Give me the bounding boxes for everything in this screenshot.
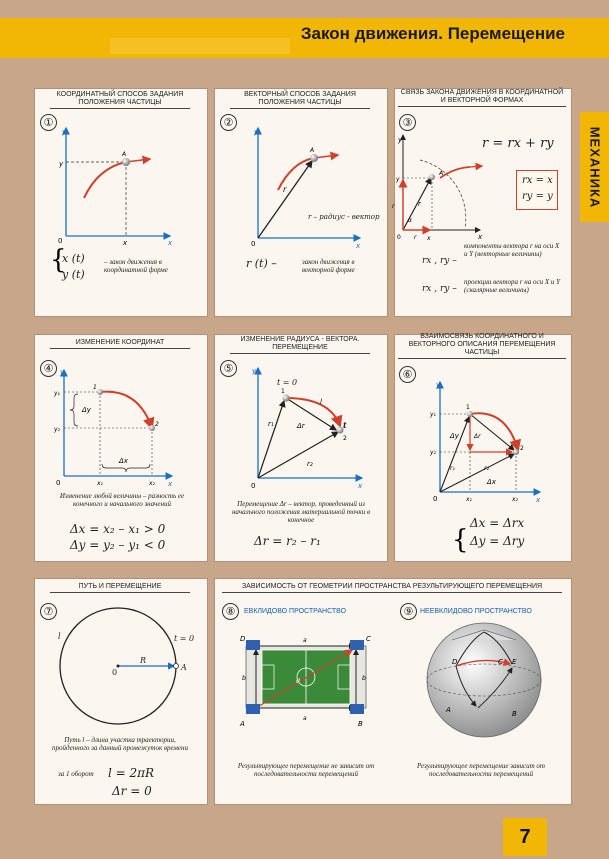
svg-text:a: a (303, 715, 307, 722)
svg-text:A: A (446, 706, 451, 714)
svg-text:0: 0 (56, 479, 61, 487)
panel-2-eq: r (t) – (246, 257, 277, 270)
svg-text:C: C (366, 635, 371, 643)
svg-text:0: 0 (397, 234, 401, 241)
svg-text:2: 2 (343, 435, 347, 442)
panel-5-t: t (343, 420, 347, 430)
svg-text:y: y (252, 367, 257, 375)
panel-7-turn: за 1 оборот (58, 770, 94, 778)
panel-3-diagram (392, 135, 483, 242)
svg-text:D: D (240, 635, 246, 643)
svg-text:r₂: r₂ (307, 460, 313, 468)
svg-text:d: d (296, 678, 300, 685)
svg-text:x: x (168, 480, 173, 488)
svg-text:A: A (310, 147, 315, 154)
panel-2-radius-label: r – радиус - вектор (308, 213, 380, 221)
panel-8-caption: Результирующее перемещение не зависит от последовательности перемещений (237, 762, 375, 778)
svg-text:r: r (392, 203, 395, 210)
panel-3-projections-text: проекции вектора r на оси X и Y (скалярные величины) (464, 278, 560, 294)
svg-text:y: y (62, 128, 67, 136)
panel-7-eq-2: Δr = 0 (112, 784, 152, 798)
panel-7-o: 0 (112, 668, 118, 677)
svg-text:y: y (59, 160, 64, 168)
panel-3-header: СВЯЗЬ ЗАКОНА ДВИЖЕНИЯ В КООРДИНАТНОЙ И ВЕКТОРНОЙ ФОРМАХ (398, 89, 566, 107)
svg-text:x: x (427, 235, 431, 242)
svg-text:y: y (436, 381, 441, 389)
panel-5-header: ИЗМЕНЕНИЕ РАДИУСА - ВЕКТОРА. ПЕРЕМЕЩЕНИЕ (230, 336, 370, 354)
svg-text:b: b (362, 675, 366, 682)
panel-4-eq-2: Δy = y₂ – y₁ < 0 (70, 538, 166, 552)
panel-4-number: ④ (40, 360, 57, 377)
panel-5-number: ⑤ (220, 360, 237, 377)
panel-8-label: ЕВКЛИДОВО ПРОСТРАНСТВО (244, 608, 347, 615)
panel-1-header: КООРДИНАТНЫЙ СПОСОБ ЗАДАНИЯ ПОЛОЖЕНИЯ ЧАСТИЦЫ (50, 91, 190, 109)
svg-text:r: r (283, 185, 287, 194)
svg-text:x₁: x₁ (466, 496, 472, 503)
panel-3-number: ③ (399, 114, 416, 131)
panel-6-eq-2: Δy = Δry (470, 534, 525, 548)
svg-text:x: x (123, 239, 128, 247)
svg-text:A: A (122, 151, 127, 158)
svg-text:x: x (356, 242, 361, 250)
svg-text:D: D (452, 658, 458, 666)
panel-1-eq-x: x (t) (62, 252, 85, 265)
svg-text:A: A (439, 170, 444, 177)
svg-text:C: C (498, 658, 503, 666)
panel-9-label: НЕЕВКЛИДОВО ПРОСТРАНСТВО (420, 608, 532, 615)
svg-text:1: 1 (466, 404, 470, 411)
panel-4-diagram (53, 368, 173, 488)
svg-text:0: 0 (58, 237, 63, 245)
panel-7-t0: t = 0 (174, 634, 195, 643)
svg-text:x: x (478, 233, 483, 241)
panel-8-9-header: ЗАВИСИМОСТЬ ОТ ГЕОМЕТРИИ ПРОСТРАНСТВА РЕЗУЛЬТИРУЮЩЕГО ПЕРЕМЕЩЕНИЯ (222, 583, 562, 593)
panel-2-number: ② (220, 114, 237, 131)
svg-text:y₂: y₂ (54, 426, 60, 433)
svg-text:r₁: r₁ (450, 465, 455, 472)
panel-7-caption: Путь l – длина участка траектории, пройденного за данный промежуток времени (52, 736, 188, 752)
panel-7-number: ⑦ (40, 603, 57, 620)
page-title: Закон движения. Перемещение (300, 24, 565, 43)
svg-text:1: 1 (93, 384, 97, 391)
svg-text:2: 2 (155, 421, 159, 428)
svg-text:x: x (536, 496, 541, 504)
svg-text:x₁: x₁ (97, 480, 103, 487)
panel-2-diagram (251, 128, 361, 250)
panel-7-header: ПУТЬ И ПЕРЕМЕЩЕНИЕ (50, 583, 190, 593)
svg-text:B: B (358, 720, 363, 728)
panel-7-eq-1: l = 2πR (108, 766, 155, 780)
panel-3-box-2: ry = y (522, 191, 553, 202)
panel-3-projections-label: rx , ry – (422, 284, 457, 294)
panel-1-number: ① (40, 114, 57, 131)
svg-text:B: B (512, 710, 517, 718)
svg-text:Δy: Δy (450, 432, 459, 440)
svg-text:y: y (398, 136, 403, 144)
svg-text:r₂: r₂ (484, 465, 489, 472)
svg-text:2: 2 (520, 445, 524, 452)
svg-text:Δx: Δx (487, 478, 496, 486)
svg-text:{: { (452, 525, 469, 555)
svg-text:x: x (168, 239, 173, 247)
svg-text:l: l (320, 398, 322, 406)
svg-text:Δx: Δx (119, 457, 128, 465)
panel-7-a: A (181, 663, 187, 672)
svg-text:x: x (358, 482, 363, 490)
svg-text:y: y (254, 128, 259, 136)
page-number: 7 (503, 818, 547, 856)
panel-6-eq-1: Δx = Δrx (470, 516, 525, 530)
svg-text:Δr: Δr (297, 422, 305, 430)
panel-4-eq-1: Δx = x₂ – x₁ > 0 (70, 522, 166, 536)
panel-5-eq: Δr = r₂ – r₁ (254, 534, 321, 548)
panel-2-header: ВЕКТОРНЫЙ СПОСОБ ЗАДАНИЯ ПОЛОЖЕНИЯ ЧАСТИЦЫ (230, 91, 370, 109)
svg-text:α: α (408, 217, 412, 224)
svg-text:E: E (512, 658, 517, 666)
panel-3-eq: r = rx + ry (482, 136, 554, 151)
panel-7-diagram (60, 608, 179, 724)
panel-8-number: ⑧ (222, 603, 239, 620)
svg-text:r: r (418, 200, 421, 208)
svg-text:a: a (303, 637, 307, 644)
svg-text:0: 0 (251, 240, 256, 248)
svg-text:r₁: r₁ (268, 420, 274, 428)
panel-2-caption: закон движения в векторной форме (302, 258, 355, 274)
svg-text:y₁: y₁ (54, 390, 60, 397)
svg-text:0: 0 (251, 482, 256, 490)
panel-9-number: ⑨ (400, 603, 417, 620)
panel-1-eq-y: y (t) (62, 268, 85, 281)
panel-5-caption: Перемещение Δr – вектор, проведенный из начального положения материальной точки в конечное (231, 500, 371, 524)
svg-text:x₂: x₂ (149, 480, 155, 487)
panel-3-components-text: компоненты вектора r на оси X и Y (векторные величины) (464, 242, 560, 258)
panel-1-caption: – закон движения в координатной форме (104, 258, 168, 274)
svg-text:A: A (240, 720, 245, 728)
svg-text:y: y (60, 368, 65, 376)
panel-9-caption: Результирующее перемещение зависит от последовательности перемещений (417, 762, 545, 778)
svg-text:Δy: Δy (82, 406, 91, 414)
svg-text:0: 0 (433, 495, 438, 503)
svg-text:y₁: y₁ (430, 411, 436, 418)
panel-8-diagram (239, 635, 371, 728)
svg-text:y₂: y₂ (430, 449, 436, 456)
svg-text:{: { (50, 245, 67, 275)
panel-7-r: R (140, 656, 147, 665)
svg-text:1: 1 (281, 388, 285, 395)
svg-text:Δr: Δr (474, 433, 481, 440)
panel-4-caption: Изменение любой величины – разность ее конечного и начального значений (59, 492, 185, 508)
panel-6-header: ВЗАИМОСВЯЗЬ КООРДИНАТНОГО И ВЕКТОРНОГО ОПИСАНИЯ ПЕРЕМЕЩЕНИЯ ЧАСТИЦЫ (398, 333, 566, 359)
panel-7-l: l (58, 632, 61, 641)
svg-text:x₂: x₂ (512, 496, 518, 503)
panel-3-components-label: rx , ry – (422, 256, 457, 266)
side-tab-label: МЕХАНИКА (587, 126, 602, 208)
panel-5-t0: t = 0 (277, 378, 298, 387)
panel-6-number: ⑥ (399, 366, 416, 383)
panel-9-diagram (427, 623, 541, 737)
svg-text:y: y (396, 176, 400, 183)
svg-text:r: r (414, 234, 417, 241)
panel-3-box-1: rx = x (522, 175, 553, 186)
panel-4-header: ИЗМЕНЕНИЕ КООРДИНАТ (50, 339, 190, 349)
svg-text:b: b (242, 675, 246, 682)
